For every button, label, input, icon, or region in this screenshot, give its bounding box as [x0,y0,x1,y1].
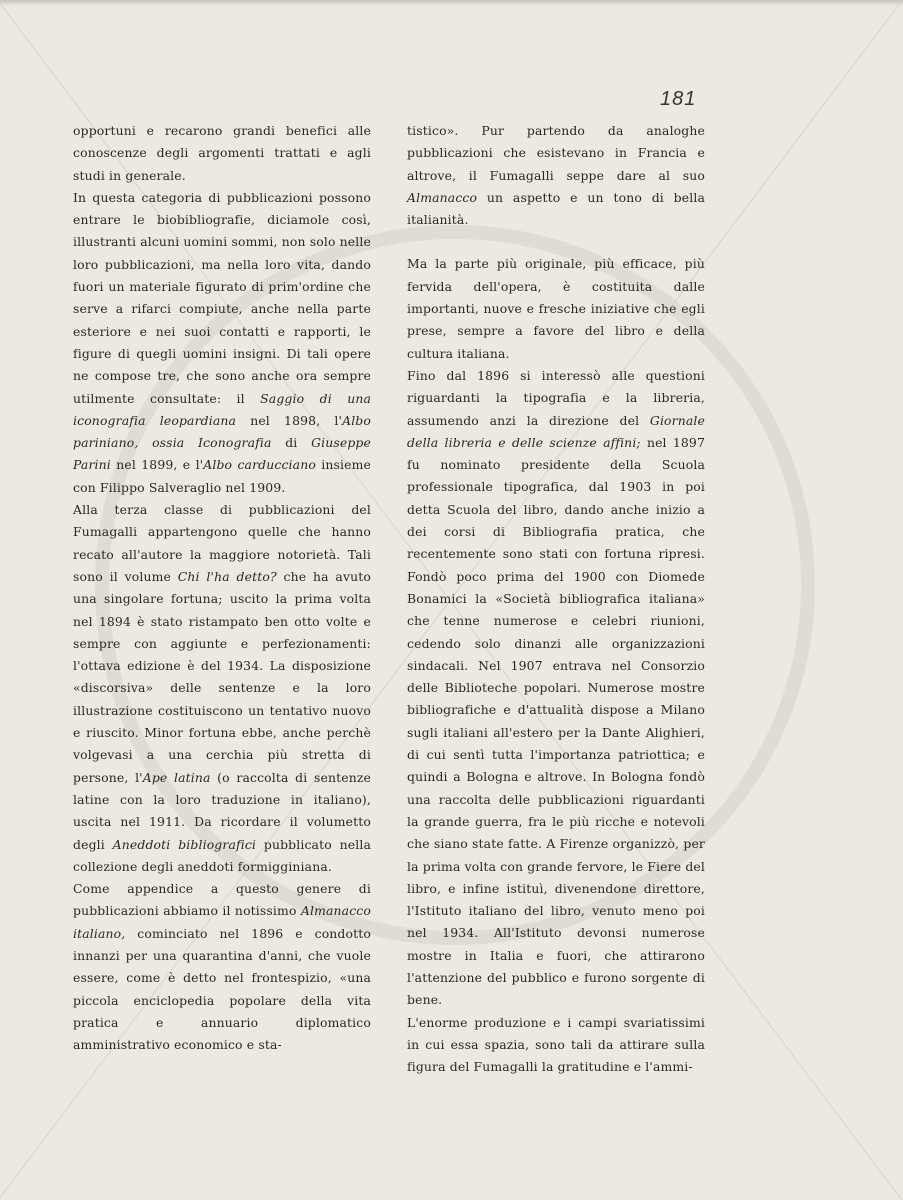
italic-title: Ape latina [142,769,211,785]
text-run: Ma la parte più originale, più efficace, più fervida dell'opera, è costituita dalle importanti, nuove e fresche iniziative che egli prese, sempre a favore del libro e della cultura italiana. [407,256,705,361]
text-run: pubblicato nella collezione degli aneddoti formigginiana. [73,836,371,874]
text-run: un aspetto e un tono di bella italianità. [407,189,705,228]
paragraph-p4 [73,878,371,1056]
italic-title: Almanacco [407,189,478,205]
text-run: opportuni e recarono grandi benefici alle conoscenze degli argomenti trattati e agli studi in generale. [73,123,371,183]
italic-title: Saggio di una iconografia leopardiana [73,390,371,428]
text-run: che ha avuto una singolare fortuna; uscito la prima volta nel 1894 è stato ristampato ben otto volte e sempre con aggiunte e perfezionamenti: l'ottava edizione è del 1934. La disposizione «discorsiva» delle sentenze e la loro illustrazione costituiscono un tentativo nuovo e riuscito. Minor fortuna ebbe, anche perchè volgevasi a una cerchia più stretta di persone, l' [73,568,371,785]
italic-title: Giuseppe Parini [73,435,371,473]
paragraph-p6 [407,253,705,364]
text-run: (o raccolta di sentenze latine con la loro traduzione in italiano), uscita nel 1911. Da ricordare il volumetto degli [73,769,371,852]
text-run: cominciato nel 1896 e condotto innanzi per una quarantina d'anni, che vuole essere, come è detto nel frontespizio, «una piccola enciclopedia popolare della vita pratica e annuario diplomatico amministrativo economico e sta- [73,925,371,1053]
text-run: Come appendice a questo genere di pubblicazioni abbiamo il notissimo [73,881,371,919]
italic-title: Albo pariniano, ossia Iconografia [73,412,371,451]
right-text-column [407,120,705,1078]
paragraph-p2 [73,187,371,499]
text-run: insieme con Filippo Salveraglio nel 1909. [73,457,371,495]
paragraph-p8 [407,1012,705,1079]
text-run: Fino dal 1896 si interessò alle questioni riguardanti la tipografia e la libreria, assumendo anzi la direzione del [407,367,705,428]
text-run: nel 1897 fu nominato presidente della Scuola professionale tipografica, dal 1903 in poi detta Scuola del libro, dando anche inizio a dei corsi di Bibliografia pratica, che recentemente sono stati con fortuna ripresi. Fondò poco prima del 1900 con Diomede Bonamici la «Società bibliografica italiana» che tenne numerose e celebri riunioni, cedendo solo dinanzi alle organizzazioni sindacali. Nel 1907 entrava nel Consorzio delle Biblioteche popolari. Numerose mostre bibliografiche e d'attualità dispose a Milano sugli italiani all'estero per la Dante Alighieri, di cui sentì tutta l'importanza patriottica; e quindi a Bologna e altrove. In Bologna fondò una raccolta delle pubblicazioni riguardanti la grande guerra, fra le più ricche e notevoli che siano state fatte. A Firenze organizzò, per la prima volta con grande fervore, le Fiere del libro, e infine istituì, divenendone direttore, l'Istituto italiano del libro, venuto meno poi nel 1934. All'Istituto devonsi numerose mostre in Italia e fuori, che attirarono l'attenzione del pubblico e furono sorgente di bene. [407,434,705,1008]
text-run: In questa categoria di pubblicazioni possono entrare le biobibliografie, diciamole così, illustranti alcuni uomini sommi, non solo nelle loro pubblicazioni, ma nella loro vita, dando fuori un materiale figurato di prim'ordine che serve a rifarci compiute, anche nella parte esteriore e nei suoi contatti e rapporti, le figure di quegli uomini insigni. Di tali opere ne compose tre, che sono anche ora sempre utilmente consultate: il [73,189,371,406]
italic-title: Albo carducciano [203,457,316,473]
italic-title: Chi l'ha detto? [177,568,277,584]
text-run: di [271,435,312,451]
text-run: tistico». Pur partendo da analoghe pubblicazioni che esistevano in Francia e altrove, il Fumagalli seppe dare al suo [407,123,705,183]
text-run: nel 1899, e l' [110,457,204,473]
paragraph-p7 [407,365,705,1012]
left-text-column [73,120,371,1056]
page-number: 181 [660,88,697,110]
text-run: Alla terza classe di pubblicazioni del Fumagalli appartengono quelle che hanno recato all'autore la maggiore notorietà. Tali sono il volume [73,502,371,584]
paragraph-p5 [407,120,705,231]
italic-title: Almanacco italiano, [73,903,371,941]
page-top-edge [0,0,903,6]
italic-title: Aneddoti bibliografici [112,836,257,852]
paragraph-p3 [73,499,371,878]
text-run: L'enorme produzione e i campi svariatissimi in cui essa spazia, sono tali da attirare sulla figura del Fumagalli la gratitudine e l'ammi- [407,1014,705,1075]
paragraph-p1 [73,120,371,187]
text-run: nel 1898, l' [236,412,343,428]
italic-title: Giornale della libreria e delle scienze affini; [407,412,705,450]
